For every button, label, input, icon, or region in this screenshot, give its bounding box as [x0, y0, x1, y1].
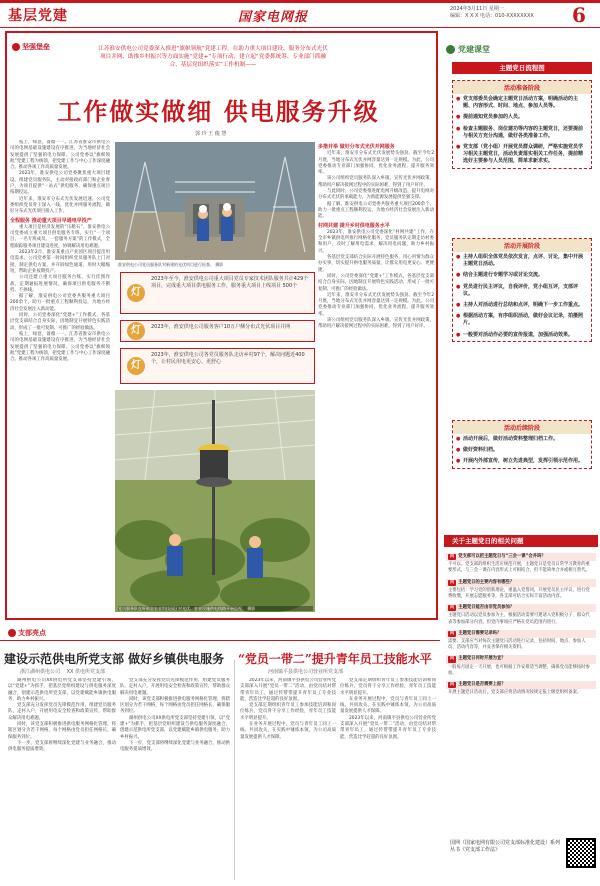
tag-dot-icon — [12, 43, 20, 51]
paragraph: 2023年以来，河南镇平县供电公司营业所党支部深入开展“党员一带二”活动，由党员结对帮带青年员工，通过传帮带提升青年员工专业技能，营造比学赶超的良好氛围。 — [240, 678, 336, 702]
paragraph: 据了解，淮安供电公司党委共服务重大项目200余个，助力一批重点工程顺利投运，为地方经济社会发展注入新动能。 — [318, 201, 434, 220]
newspaper-logo: 国家电网报 — [238, 10, 309, 25]
section-tag-label: 支部亮点 — [18, 629, 46, 637]
qa-question: 问 党支部可以把主题党日与“三会一课”合并吗？ — [446, 553, 596, 561]
flow-stage-followup — [452, 420, 592, 469]
flow-stage-prepare — [452, 80, 592, 169]
masthead-rule — [0, 27, 600, 28]
flow-item: ● 检查主题服务、岗位建功等内容的主题党日，还要提前与相关方充分沟通，做好各类准备工作。 — [453, 124, 591, 142]
qa-question: 问 主题党日需要记录吗？ — [446, 630, 596, 638]
photo-substation-workers — [115, 142, 315, 260]
paragraph: 湖州供电公司XX供电所党支部坚持党建引领，以“党建+”为抓手，把基层党组织建设与供电服务深度融合，创建示范供电所党支部，以党建赋能乡镇供电服务，助力乡村振兴。 — [120, 715, 230, 740]
paragraph: 该公司组织党员服务队深入乡镇，宣传光伏并网政策，帮助用户解决接网过程中的实际困难，得到了用户好评。 — [318, 318, 434, 330]
article-headline: 工作做实做细 供电服务升级 — [57, 97, 380, 126]
stat-box — [120, 272, 315, 314]
article-subhead: 全程服务 推动重大项目早通电早投产 — [10, 217, 92, 224]
paragraph: 党支部定期组织青年员工参加技能培训和岗位练兵，党员骨干分享工作经验，青年员工技能水平明显提升。 — [340, 678, 436, 696]
paragraph: 同时，公司党委深化“党建+”工作模式，各基层党支部结合自身实际，因地制宜开展特色实践活动，形成了一批可复制、可推广的经验做法。 — [318, 273, 434, 292]
article-source: 浙江湖州供电公司 XX 供电所党支部 — [20, 669, 106, 675]
paragraph: 同时，该党支部积极推进供电服务网格化管理，将辖区划分为若干网格，每个网格由党员担任网格长，确保服务到位。 — [8, 722, 116, 740]
qa-question: 问 主题党日能否由非党员参加？ — [446, 604, 596, 612]
flow-item: ● 结合主题进行专题学习或讨论交流。 — [453, 270, 591, 281]
paragraph: 各基层党支部结合实际开展特色服务，用心用情为群众办实事，切实提升供电服务质量，让群众用电更安心、更便捷。 — [318, 255, 434, 273]
question-badge: 问 — [450, 630, 455, 636]
bottom-right-column-2 — [340, 678, 436, 878]
section-title: 基层党建 — [8, 8, 68, 24]
photo-caption: 党员服务队在盱眙县农业科技园区对光伏、农业设施供电线路开展巡视。 摄影 — [118, 606, 313, 611]
qa-answer: 一般每月固定一天开展，也可根据工作安排适当调整，确保党员能够按时参加。 — [448, 664, 590, 676]
flow-item: ● 党支部（党小组）开展党员群众调研，严格实施党员学习相关主题党日，活动负责落实相关工作任务，提前精选好主要参与人员范围，简单求新求实。 — [453, 142, 591, 168]
paragraph: 近年来，淮安市分布式光伏发展迅速。公司党委组织党员骨干深入一线，优化并网服务流程，做好分布式光伏项目接入工作。 — [10, 196, 110, 215]
photo-greenhouse — [115, 390, 315, 612]
qa-question: 问 主题党日是否需要上报？ — [446, 681, 596, 689]
stat-text: 2023年，淮安供电公司各党员服务队走访乡村97个，解决问题近400个，让村民用电更安心、更舒心 — [151, 352, 305, 365]
flow-item: ● 党员进行民主评议，自我评价，党小组互评，支部评议。 — [453, 282, 591, 300]
section-rule — [0, 640, 440, 641]
qa-answer: 主要包括：学习党的创新理论，重温入党誓词，开展党员民主评议，进行党费收缴，开展志愿服务等，各支部可结合实际丰富活动内容。 — [448, 587, 590, 600]
qa-answer: 不可以。党支部的组织生活应规范开展，主题党日是党员日常学习教育的重要形式，与三会一课在内容形式上可相结合，但不能简单合并或相互替代。 — [448, 562, 590, 574]
paragraph: 重大项目是经济发展的“压舱石”。淮安供电公司党委成立重大项目供电服务专班，实行“一个项目、一名专班成员、一套服务方案”的工作模式，全程跟踪服务项目建设进度，协调解决用电难题。 — [10, 224, 110, 249]
stat-text: 2023年至今，淮安供电公司重大项目党员专家技术团队服务共计429个项目，完成重大项目供电服务工作，服务重大项目上线项目 500个 — [151, 276, 309, 289]
photo-substation-illustration — [115, 142, 315, 260]
photo-caption: 淮安供电公司党员服务队对新建的光伏项目进行检查。 摄影 — [118, 262, 224, 267]
article-column-3 — [318, 142, 434, 612]
stat-text: 2023年，淮安供电公司服务客户10万户侧分布式光伏项目并网 — [151, 324, 291, 330]
paragraph: 据了解，淮安供电公司党委共服务重大项目200余个，助力一批重点工程顺利投运，为地方经济社会发展注入新动能。 — [10, 294, 110, 312]
question-badge: 问 — [450, 682, 455, 688]
article-subhead: 多措并举 做好分布式光伏并网服务 — [318, 144, 395, 150]
qa-section-title: 关于主题党日的相关问题 — [444, 535, 598, 547]
lightbulb-icon: 灯 — [127, 322, 145, 340]
section-tag — [12, 42, 50, 52]
bottom-left-column-1 — [8, 678, 116, 878]
masthead — [0, 0, 600, 30]
flow-item: ● 做好资料归档。 — [453, 445, 591, 456]
date-text: 2024年3月11日 星期一 — [450, 6, 504, 12]
flow-stage-heading: 活动准备阶段 — [453, 81, 591, 94]
flow-item: ● 党支部委员会确定主题党日活动方案，明确活动的主题、内容形式、时间、地点、参加人员等。 — [453, 94, 591, 112]
article-lead: 江苏淮安供电公司党委深入推进“旗帜领航”党建工程，在助力重大项目建设、服务分布式光伏项目并网、助推乡村振兴等方面实施“党建+”专项行动，建立起“党委抓统筹、专业部门抓融合、基层党组织落实”工作机制—— — [98, 46, 328, 68]
flow-item: ● 一般要对活动作必要的宣传报道，加强活动效果。 — [453, 330, 591, 341]
bottom-right-column-1 — [240, 678, 336, 878]
question-badge: 问 — [450, 656, 455, 662]
lightbulb-icon: 灯 — [127, 357, 145, 375]
article-source: 河南镇平县供电公司营业所党支部 — [268, 669, 344, 675]
flow-stage-heading: 活动开展阶段 — [453, 239, 591, 252]
qr-code-icon[interactable] — [566, 838, 596, 868]
dateline — [450, 6, 534, 20]
question-badge: 问 — [450, 554, 455, 559]
lightbulb-icon: 灯 — [127, 284, 145, 302]
flow-stage-conduct — [452, 238, 592, 342]
question-badge: 问 — [450, 579, 455, 585]
paragraph: 2023年，淮安供电公司党委深化“村网共建”工作，在全市乡镇供电所推行网格化服务，党员服务队定期走访村委和用户，及时了解用电需求，解决用电问题，助力乡村振兴。 — [318, 229, 434, 254]
paragraph: 同时，该党支部积极推进供电服务网格化管理，将辖区划分为若干网格，每个网格由党员担任网格长，确保服务到位。 — [120, 696, 230, 715]
tag-dot-icon — [8, 629, 16, 637]
qa-list — [446, 550, 596, 832]
flowchart-title: 主题党日流程图 — [452, 62, 592, 74]
tag-dot-icon — [446, 45, 455, 54]
paragraph: 党支部充分发挥党员先锋模范作用，组建党员服务队，走村入户，开展用电安全检查和政策宣传，帮助群众解决用电难题。 — [120, 678, 230, 696]
paragraph: 枝上，绿意，蔷薇一一。江苏省淮安市供电公司的电网基础设施建设有序推进，为当地经济社会发展提供了坚强的电力保障。公司党委以“旗帜领航”党建工程为统领，把党建工作与中心工作深度融合，推动各项工作高质量发展。 — [10, 331, 110, 363]
flow-item: ● 提前通知党员参加的人员。 — [453, 112, 591, 123]
paragraph: 枝上，绿意，蔷薇一一。江苏省淮安市供电公司的电网基础设施建设有序推进，为当地经济社会发展提供了坚强的电力保障。公司党委以“旗帜领航”党建工程为统领，把党建工作与中心工作深度融合，推动各项工作高质量发展。 — [10, 140, 110, 171]
bottom-left-headline: 建设示范供电所党支部 做好乡镇供电服务 — [4, 652, 225, 666]
flow-item: ● 主持人对活动进行总结和点评，明确下一步工作重点。 — [453, 300, 591, 311]
qa-question: 问 主题党日何时开展为宜？ — [446, 655, 596, 663]
flow-item: ● 开展内外部宣传，树立先进典型，发挥引领示范作用。 — [453, 456, 591, 467]
flow-item: ● 主持人组织全体党员依次发言，点评、讨论，集中开展主题党日活动。 — [453, 252, 591, 270]
paragraph: 与此同时，公司党委推进配电网升级改造，提升电网对分布式光伏的承载能力，为新能源发展提供坚强支撑。 — [318, 189, 434, 201]
paragraph: 党支部充分发挥党员先锋模范作用，组建党员服务队，走村入户，开展用电安全检查和政策宣传，帮助群众解决用电难题。 — [8, 703, 116, 721]
editor-text: 编辑：X X X 电话：010-XXXXXXXX — [450, 13, 534, 19]
paragraph: 近年来，淮安市分布式光伏发展势头强劲。截至今年2月底，当地分布式光伏并网容量达到一定规模。为此，公司党委推动专业部门加强协同，优化业务流程，提升服务效率。 — [318, 292, 434, 317]
column-divider — [234, 660, 235, 880]
section-tag — [8, 628, 46, 638]
paragraph: 2023年2月，淮安某重点产业园区项目提出用电需求。公司党委第一时间组织党员服务队上门对接，制定供电方案，并开辟绿色通道，用时大幅缩短，帮助企业按期投产。 — [10, 250, 110, 274]
qa-answer: 开展主题党日活动后，党支部应将活动情况按规定报上级党组织备案。 — [448, 690, 582, 696]
flow-stage-heading: 活动后续阶段 — [453, 421, 591, 434]
page-number: 6 — [572, 3, 586, 27]
article-column-1 — [10, 140, 110, 615]
paragraph: 同时，公司党委深化“党建+”工作模式，各基层党支部结合自身实际，因地制宜开展特色实践活动，形成了一批可复制、可推广的经验做法。 — [10, 313, 110, 331]
section-tag-label: 坚强堡垒 — [22, 43, 50, 51]
source-note: 国网（国家电网有限公司党支部标准化建设）系列丛书《党支部工作法》 — [450, 840, 561, 853]
qa-answer: 需要。支部应当对每次主题党日活动进行记录，包括时间、地点、参加人员、活动内容等，并妥善保存相关资料。 — [448, 639, 586, 651]
masthead-top-bar — [0, 0, 600, 3]
article-subhead: 村网共建 提升乡村供电服务水平 — [318, 222, 390, 229]
paragraph: 2023年，淮安供电公司党委聚焦重大项目建设，组建党员服务队，主动对接政府部门和企业客户，为项目提供“一站式”供电服务，确保重点项目按期投运。 — [10, 171, 110, 196]
paragraph: 湖州供电公司XX供电所党支部坚持党建引领，以“党建+”为抓手，把基层党组织建设与供电服务深度融合，创建示范供电所党支部，以党建赋能乡镇供电服务，助力乡村振兴。 — [8, 678, 116, 702]
paragraph: 下一步，党支部将继续深化党建与业务融合，推动供电服务提质增效。 — [120, 740, 230, 753]
bottom-left-column-2 — [120, 678, 230, 878]
paragraph: 党支部定期组织青年员工参加技能培训和岗位练兵，党员骨干分享工作经验，青年员工技能水平明显提升。 — [240, 703, 336, 721]
photo-greenhouse-illustration — [115, 390, 315, 612]
paragraph: 在业务开展过程中，党员与青年员工同上一线、共同攻关，在实践中锤炼本领，为公司高质量发展提供人才保障。 — [340, 696, 436, 715]
stat-box — [120, 348, 315, 384]
paragraph: 2023年以来，河南镇平县供电公司营业所党支部深入开展“党员一带二”活动，由党员结对帮带青年员工，通过传帮带提升青年员工专业技能，营造比学赶超的良好氛围。 — [340, 715, 436, 740]
flow-item: ● 根据活动方案，有序组织活动，做好会议记录，拍摄照片。 — [453, 311, 591, 329]
flow-item: ● 活动开展后，做好活动资料整理归档工作。 — [453, 434, 591, 445]
bottom-right-headline: “党员一带二”提升青年员工技能水平 — [238, 652, 432, 666]
qa-answer: 主题党日活动以党员参加为主，根据活动需要可邀请入党积极分子、群众代表等参加部分内容，但党内事项应严格在党员范围内进行。 — [448, 613, 590, 625]
sidebar-tag — [446, 44, 490, 55]
paragraph: 该公司组织党员服务队深入乡镇，宣传光伏并网政策，帮助用户解决接网过程中的实际困难，得到了用户好评。 — [318, 176, 434, 188]
qa-question: 问 主题党日的主要内容有哪些？ — [446, 579, 596, 587]
article-byline: 郭 玲 王 俊 慧 — [195, 131, 227, 137]
paragraph: 公司还建立重大项目服务台账，实行挂图作战，定期通报进展情况，确保项目供电服务不断档、不掉线。 — [10, 275, 110, 293]
sidebar-tag-label: 党建课堂 — [458, 45, 490, 54]
stat-box — [120, 320, 315, 342]
question-badge: 问 — [450, 605, 455, 611]
paragraph: 在业务开展过程中，党员与青年员工同上一线、共同攻关，在实践中锤炼本领，为公司高质量发展提供人才保障。 — [240, 722, 336, 740]
paragraph: 近年来，淮安市分布式光伏发展势头强劲。截至今年2月底，当地分布式光伏并网容量达到一定规模。为此，公司党委推动专业部门加强协同，优化业务流程，提升服务效率。 — [318, 151, 434, 176]
paragraph: 下一步，党支部将继续深化党建与业务融合，推动供电服务提质增效。 — [8, 740, 116, 753]
